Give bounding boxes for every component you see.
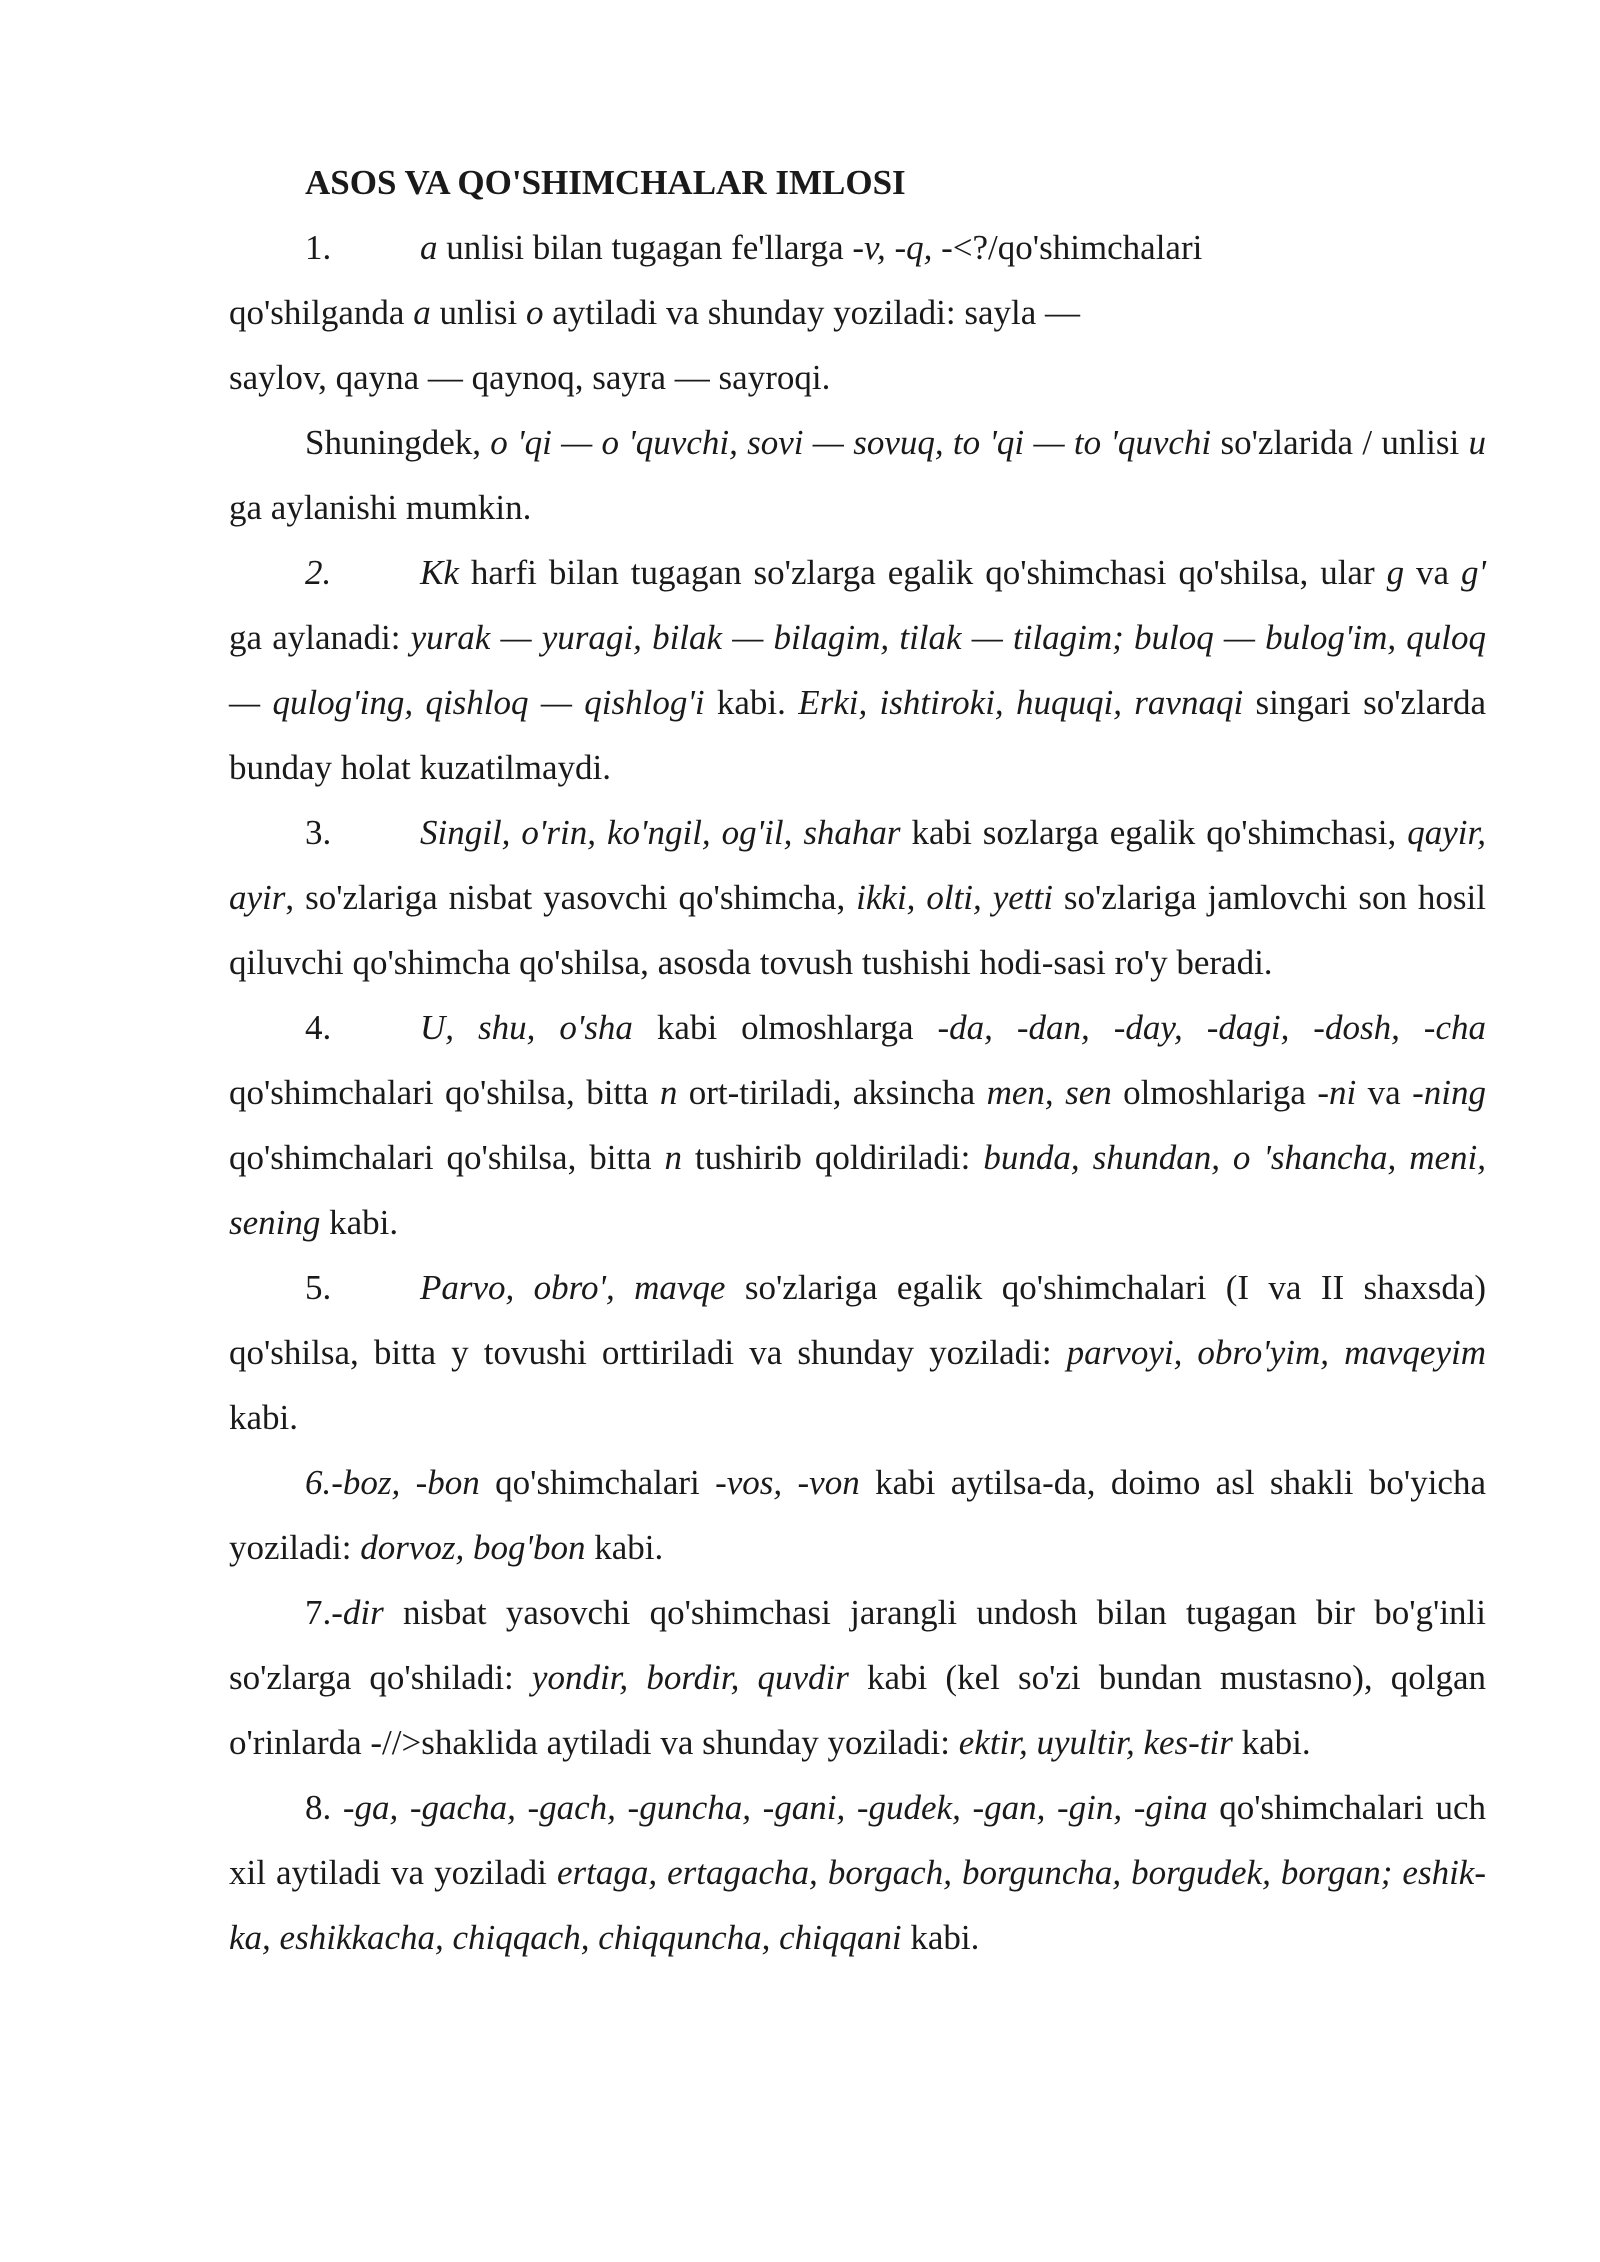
paragraph-5 <box>229 1255 1486 1450</box>
text-run: n <box>664 1138 682 1177</box>
text-run: -dir <box>331 1593 384 1632</box>
text-run: g <box>1386 553 1405 592</box>
text-run: unlisi <box>430 293 526 332</box>
text-run: o <box>526 293 544 332</box>
text-run: ertaga, ertagacha, borgach, borguncha, borgudek, borgan; eshik-ka, eshikkacha, chiqqach, chiqquncha, chiqqani <box>229 1853 1486 1957</box>
text-run: , so'zlariga nisbat yasovchi qo'shimcha, <box>285 878 857 917</box>
text-run: men, sen <box>986 1073 1112 1112</box>
text-run: Singil, o'rin, ko'ngil, og'il, shahar <box>420 813 901 852</box>
text-run: Parvo, obro', mavqe <box>420 1268 726 1307</box>
text-run: va <box>1404 553 1461 592</box>
text-run: qo'shimchalari qo'shilsa, bitta <box>229 1138 665 1177</box>
text-run: 7. <box>305 1593 332 1632</box>
text-run: so'zlariga jamlovchi son hosil qiluvchi qo'shimcha qo'shilsa, asosda tovush tushishi hodi-sasi ro'y beradi. <box>229 878 1486 982</box>
paragraph-2 <box>229 540 1486 800</box>
text-run: -ni <box>1317 1073 1357 1112</box>
text-run: qayir, ayir <box>229 813 1486 917</box>
text-run: u <box>1468 423 1486 462</box>
text-run: Kk <box>420 553 459 592</box>
text-run: kabi (kel so'zi bundan mustasno), qolgan o'rinlarda -//>shaklida aytiladi va shunday yoziladi: <box>229 1658 1486 1762</box>
text-run: singari so'zlarda bunday holat kuzatilmaydi. <box>229 683 1486 787</box>
text-run: -ning <box>1412 1073 1486 1112</box>
text-run: -<?/qo'shimchalari <box>932 228 1203 267</box>
text-run: qo'shimchalari qo'shilsa, bitta <box>229 1073 660 1112</box>
text-run: g' <box>1461 553 1486 592</box>
text-run: saylov, qayna — qaynoq, sayra — sayroqi. <box>229 358 831 397</box>
text-run: kabi olmoshlarga <box>632 1008 938 1047</box>
text-run: -ga, -gacha, -gach, -guncha, -gani, -gudek, -gan, -gin, -gina <box>342 1788 1208 1827</box>
text-run: qo'shilganda <box>229 293 414 332</box>
text-run: va <box>1356 1073 1413 1112</box>
text-run: ga aylanishi mumkin. <box>229 488 532 527</box>
paragraph-number: 4. <box>305 1008 332 1047</box>
document-page <box>229 150 1486 1970</box>
text-run: qo'shimchalari <box>479 1463 716 1502</box>
text-run: -v, -q, <box>852 228 933 267</box>
paragraph-shuningdek <box>229 410 1486 540</box>
text-run: ikki, olti, yetti <box>856 878 1053 917</box>
text-run: kabi. <box>1232 1723 1311 1762</box>
text-run: bunda, shundan, o 'shancha, meni, sening <box>229 1138 1487 1242</box>
paragraph-8 <box>229 1775 1486 1970</box>
text-run: kabi. <box>320 1203 399 1242</box>
text-run: so'zlariga egalik qo'shimchalari (I va II shaxsda) qo'shilsa, bitta y tovushi orttiriladi va shunday yoziladi: <box>229 1268 1487 1372</box>
paragraph-4 <box>229 995 1486 1255</box>
text-run: olmoshlariga <box>1111 1073 1318 1112</box>
text-run: Erki, ishtiroki, huquqi, ravnaqi <box>798 683 1244 722</box>
paragraph-number: 1. <box>305 228 332 267</box>
text-run: kabi sozlarga egalik qo'shimchasi, <box>900 813 1408 852</box>
text-run: kabi. <box>704 683 799 722</box>
text-run: dorvoz, bog'bon <box>360 1528 586 1567</box>
text-run: U, shu, o'sha <box>420 1008 633 1047</box>
paragraph-number: 2. <box>305 553 332 592</box>
text-run: qo'shimchalari uch xil aytiladi va yoziladi <box>229 1788 1486 1892</box>
text-run: aytiladi va shunday yoziladi: sayla — <box>543 293 1081 332</box>
paragraph-1-line-2 <box>229 280 1486 345</box>
text-run: ga aylanadi: <box>229 618 411 657</box>
paragraph-7 <box>229 1580 1486 1775</box>
text-run: a <box>413 293 431 332</box>
paragraph-1 <box>229 215 1486 280</box>
text-run: kabi. <box>585 1528 664 1567</box>
text-run: kabi aytilsa-da, doimo asl shakli bo'yicha yoziladi: <box>229 1463 1486 1567</box>
paragraph-1-line-3 <box>229 345 1486 410</box>
text-run: harfi bilan tugagan so'zlarga egalik qo'shimchasi qo'shilsa, ular <box>458 553 1387 592</box>
paragraph-6 <box>229 1450 1486 1580</box>
text-run: ort-tiriladi, aksincha <box>677 1073 987 1112</box>
document-title: ASOS VA QO'SHIMCHALAR IMLOSI <box>305 163 906 202</box>
text-run: -vos, -von <box>715 1463 860 1502</box>
paragraph-3 <box>229 800 1486 995</box>
text-run: a <box>420 228 438 267</box>
text-run: yondir, bordir, quvdir <box>531 1658 849 1697</box>
text-run: unlisi bilan tugagan fe'llarga <box>437 228 853 267</box>
text-run: so'zlarida / unlisi <box>1211 423 1469 462</box>
paragraph-number: 3. <box>305 813 332 852</box>
text-run: 8. <box>305 1788 343 1827</box>
text-run: kabi. <box>901 1918 980 1957</box>
text-run: parvoyi, obro'yim, mavqeyim <box>1066 1333 1486 1372</box>
text-run: yurak — yuragi, bilak — bilagim, tilak — tilagim; buloq — bulog'im, quloq— qulog'ing, qishloq — qishlog'i <box>229 618 1486 722</box>
text-run: 6.-boz, -bon <box>305 1463 480 1502</box>
text-run: n <box>659 1073 678 1112</box>
text-run: nisbat yasovchi qo'shimchasi jarangli undosh bilan tugagan bir bo'g'inli so'zlarga qo'shiladi: <box>229 1593 1486 1697</box>
text-run: tushirib qoldiriladi: <box>681 1138 984 1177</box>
paragraph-number: 5. <box>305 1268 332 1307</box>
text-run: ektir, uyultir, kes-tir <box>958 1723 1233 1762</box>
text-run: Shuningdek, <box>305 423 491 462</box>
text-run: kabi. <box>229 1398 299 1437</box>
text-run: -da, -dan, -day, -dagi, -dosh, -cha <box>937 1008 1486 1047</box>
text-run: o 'qi — o 'quvchi, sovi — sovuq, to 'qi — to 'quvchi <box>490 423 1212 462</box>
